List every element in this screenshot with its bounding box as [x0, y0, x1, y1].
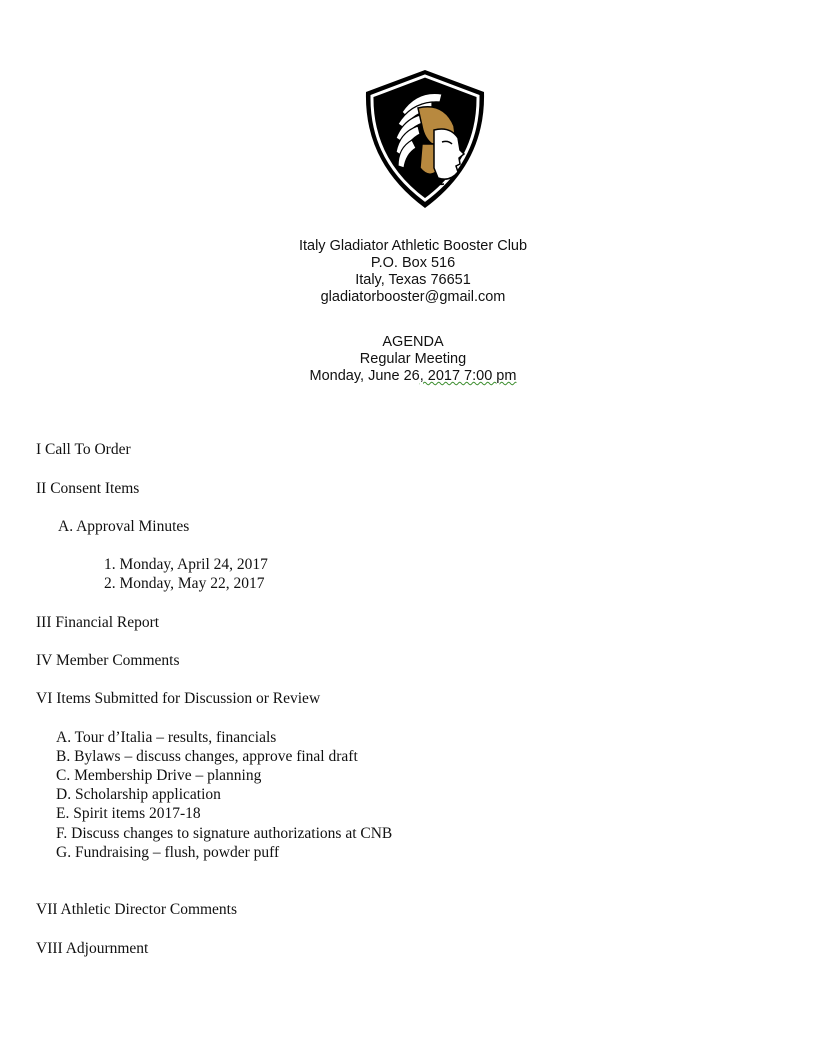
agenda-title: AGENDA — [382, 334, 444, 350]
agenda-item-financial: III Financial Report — [36, 614, 160, 631]
discussion-item-e: E. Spirit items 2017-18 — [56, 805, 201, 822]
meeting-datetime: Monday, June 26, 2017 7:00 pm — [309, 368, 517, 384]
agenda-item-discussion: VI Items Submitted for Discussion or Review — [36, 690, 321, 707]
gladiator-shield-logo — [362, 68, 488, 210]
discussion-item-f: F. Discuss changes to signature authorizations at CNB — [56, 825, 393, 842]
meeting-type: Regular Meeting — [359, 351, 467, 367]
discussion-item-c: C. Membership Drive – planning — [56, 767, 262, 784]
minutes-date-1: 1. Monday, April 24, 2017 — [104, 556, 268, 573]
minutes-date-2: 2. Monday, May 22, 2017 — [104, 575, 265, 592]
po-box: P.O. Box 516 — [370, 255, 456, 271]
discussion-item-b: B. Bylaws – discuss changes, approve final draft — [56, 748, 358, 765]
agenda-item-call-to-order: I Call To Order — [36, 441, 131, 458]
city-state-zip: Italy, Texas 76651 — [355, 272, 471, 288]
agenda-item-athletic-director: VII Athletic Director Comments — [36, 901, 238, 918]
agenda-item-adjournment: VIII Adjournment — [36, 940, 149, 957]
agenda-item-consent: II Consent Items — [36, 480, 140, 497]
document-header — [0, 238, 826, 385]
discussion-item-g: G. Fundraising – flush, powder puff — [56, 844, 280, 861]
agenda-subitem-approval-minutes: A. Approval Minutes — [58, 518, 190, 535]
discussion-item-d: D. Scholarship application — [56, 786, 221, 803]
agenda-item-member-comments: IV Member Comments — [36, 652, 180, 669]
club-name: Italy Gladiator Athletic Booster Club — [298, 238, 528, 254]
discussion-item-a: A. Tour d’Italia – results, financials — [56, 729, 277, 746]
contact-email: gladiatorbooster@gmail.com — [320, 289, 506, 305]
